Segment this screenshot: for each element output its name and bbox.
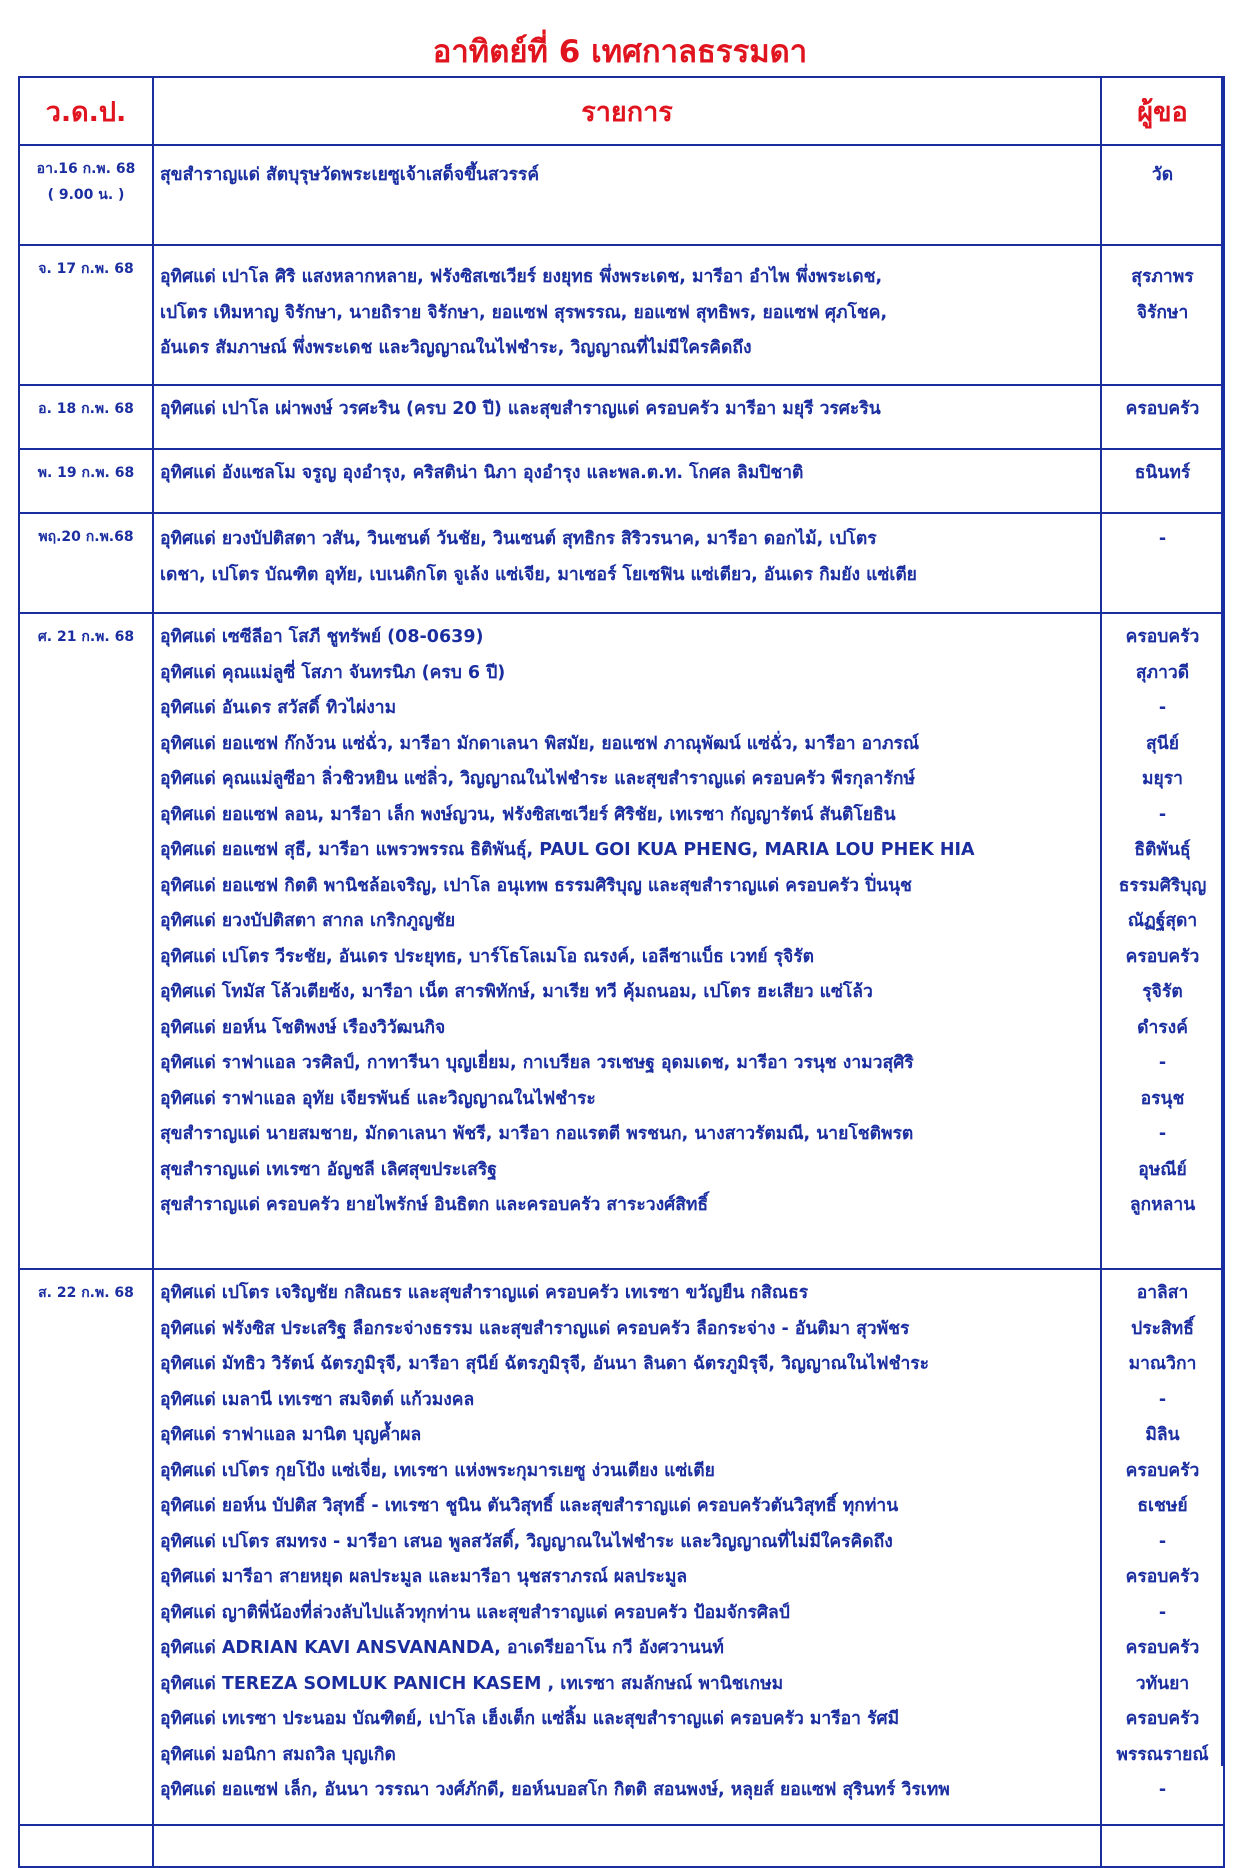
requester-cell	[1101, 385, 1224, 449]
items-cell	[153, 245, 1101, 385]
items-cell	[153, 145, 1101, 245]
requester-name: สุรภาพร	[1131, 267, 1194, 287]
requester-name: ครอบครัว	[1125, 946, 1200, 967]
intention-line: อุทิศแด่ ยอแซฟ กิตติ พานิชล้อเจริญ, เปาโล อนุเทพ ธรรมศิริบุญ และสุขสำราญแด่ ครอบครัว ปิ่นนุช	[160, 875, 912, 896]
intention-line: อุทิศแด่ ยวงบัปติสตา สากล เกริกภูญชัย	[160, 911, 456, 931]
intention-line: อุทิศแด่ เปาโล ศิริ แสงหลากหลาย, ฟรังซิสเซเวียร์ ยงยุทธ พึ่งพระเดช, มารีอา อำไพ พึ่งพระเดช,	[160, 267, 883, 287]
requester-cell	[1101, 613, 1224, 1269]
intention-line: อุทิศแด่ เปาโล เผ่าพงษ์ วรศะริน (ครบ 20 ปี) และสุขสำราญแด่ ครอบครัว มารีอา มยุรี วรศะริน	[160, 399, 881, 419]
intention-line: อุทิศแด่ ยอแซฟ เล็ก, อันนา วรรณา วงศ์ภักดี, ยอห์นบอสโก กิตติ สอนพงษ์, หลุยส์ ยอแซฟ สุรินทร์ วิรเทพ	[160, 1780, 950, 1800]
requester-cell	[1101, 1269, 1224, 1825]
date-cell	[19, 613, 153, 1269]
intention-line: อุทิศแด่ คุณแม่ลูซีอา ลิ่วชิวหยิน แซ่ลิ่ว, วิญญาณในไฟชำระ และสุขสำราญแด่ ครอบครัว พีรกุลารักษ์	[160, 769, 916, 789]
empty-cell	[19, 1825, 153, 1867]
requester-name: -	[1158, 1053, 1167, 1073]
intention-line: อุทิศแด่ ราฟาแอล อุทัย เจียรพันธ์ และวิญญาณในไฟชำระ	[160, 1088, 596, 1109]
date-cell	[19, 449, 153, 513]
intention-line: เปโตร เหิมหาญ จิรักษา, นายถิราย จิรักษา, ยอแซฟ สุรพรรณ, ยอแซฟ สุทธิพร, ยอแซฟ ศุภโชค,	[160, 302, 888, 323]
intention-line: อุทิศแด่ เปโตร กุยโป้ง แซ่เจี่ย, เทเรซา แห่งพระกุมารเยซู ง่วนเตียง แซ่เตีย	[160, 1460, 715, 1481]
requester-name: -	[1158, 1531, 1167, 1552]
table-row	[19, 385, 1224, 449]
date-cell	[19, 1269, 153, 1825]
intention-line: อุทิศแด่ ยอแซฟ ก๊กง้วน แซ่ฉั่ว, มารีอา มักดาเลนา พิสมัย, ยอแซฟ ภาณุพัฒน์ แซ่ฉั่ว, มารีอา อาภรณ์	[160, 733, 920, 754]
requester-name: ธรรมศิริบุญ	[1118, 875, 1207, 896]
intention-table	[18, 76, 1225, 1868]
requester-name: ลูกหลาน	[1129, 1195, 1196, 1215]
requester-cell	[1101, 513, 1224, 613]
requester-name: มาณวิกา	[1128, 1354, 1197, 1374]
date-text: จ. 17 ก.พ. 68	[38, 261, 134, 277]
empty-cell	[1101, 1825, 1224, 1867]
intention-line: อุทิศแด่ TEREZA SOMLUK PANICH KASEM , เทเรซา สมลักษณ์ พานิชเกษม	[160, 1673, 784, 1694]
requester-name: จิรักษา	[1136, 302, 1189, 323]
requester-name: -	[1158, 1124, 1167, 1144]
items-cell	[153, 613, 1101, 1269]
table-row	[19, 513, 1224, 613]
table-row	[19, 145, 1224, 245]
requester-name: มิลิน	[1145, 1425, 1180, 1445]
items-cell	[153, 1269, 1101, 1825]
intention-line: อุทิศแด่ อังแซลโม จรูญ อุงอำรุง, คริสติน่า นิภา อุงอำรุง และพล.ต.ท. โกศล ลิมปิชาติ	[160, 463, 804, 483]
table-row-partial	[19, 1825, 1224, 1867]
requester-name: -	[1158, 698, 1167, 718]
intention-line: อุทิศแด่ ฟรังซิส ประเสริฐ ลือกระจ่างธรรม และสุขสำราญแด่ ครอบครัว ลือกระจ่าง - อันติมา สุวพัชร	[160, 1318, 910, 1339]
requester-cell	[1101, 449, 1224, 513]
intention-line: เดชา, เปโตร บัณฑิต อุทัย, เบเนดิกโต จูเล้ง แซ่เจีย, มาเซอร์ โยเซฟิน แซ่เตียว, อันเดร กิมยัง แซ่เตีย	[160, 564, 917, 585]
header-row	[19, 77, 1224, 145]
requester-name: อรนุช	[1140, 1088, 1185, 1109]
intention-line: อุทิศแด่ ยวงบัปติสตา วสัน, วินเซนต์ วันชัย, วินเซนต์ สุทธิกร สิริวรนาค, มารีอา ดอกไม้, เปโตร	[160, 529, 877, 549]
intention-line: อุทิศแด่ เมลานี เทเรซา สมจิตต์ แก้วมงคล	[160, 1389, 475, 1410]
intention-line: อุทิศแด่ ADRIAN KAVI ANSVANANDA, อาเดรียอาโน กวี อังศวานนท์	[160, 1638, 724, 1658]
intention-line: อุทิศแด่ ยอห์น โชติพงษ์ เรืองวิวัฒนกิจ	[160, 1017, 446, 1038]
intention-line: อุทิศแด่ ยอห์น บัปติส วิสุทธิ์ - เทเรซา ชูนิน ตันวิสุทธิ์ และสุขสำราญแด่ ครอบครัวตันวิสุทธิ์ ทุกท่าน	[160, 1496, 899, 1516]
date-cell	[19, 145, 153, 245]
requester-name: ธเชษย์	[1137, 1496, 1188, 1516]
requester-name: ครอบครัว	[1125, 1638, 1200, 1658]
requester-name: -	[1158, 1780, 1167, 1800]
requester-name: พรรณรายณ์	[1116, 1744, 1209, 1765]
requester-name: -	[1158, 804, 1167, 825]
table-row	[19, 613, 1224, 1269]
items-cell	[153, 513, 1101, 613]
date-cell	[19, 385, 153, 449]
intention-line: อุทิศแด่ เปโตร วีระชัย, อันเดร ประยุทธ, บาร์โธโลเมโอ ณรงค์, เอลีซาแบ็ธ เวทย์ รุจิรัต	[160, 946, 815, 967]
requester-name: ครอบครัว	[1125, 1460, 1200, 1481]
intention-line: อุทิศแด่ เปโตร สมทรง - มารีอา เสนอ พูลสวัสดิ์, วิญญาณในไฟชำระ และวิญญาณที่ไม่มีใครคิดถึง	[160, 1531, 893, 1552]
date-text: พฤ.20 ก.พ.68	[38, 529, 134, 545]
requester-name: ครอบครัว	[1125, 1567, 1200, 1587]
intention-line: อุทิศแด่ เปโตร เจริญชัย กสิณธร และสุขสำราญแด่ ครอบครัว เทเรซา ขวัญยืน กสิณธร	[160, 1283, 809, 1303]
items-cell	[153, 449, 1101, 513]
header-date: ว.ด.ป.	[19, 77, 153, 145]
date-text: อา.16 ก.พ. 68	[36, 161, 136, 177]
requester-cell	[1101, 245, 1224, 385]
requester-name: มยุรา	[1141, 769, 1183, 789]
intention-line: อุทิศแด่ มารีอา สายหยุด ผลประมูล และมารีอา นุชสราภรณ์ ผลประมูล	[160, 1567, 688, 1587]
intention-line: อุทิศแด่ ราฟาแอล มานิต บุญค้ำผล	[160, 1425, 422, 1445]
intention-line: อุทิศแด่ ราฟาแอล วรศิลป์, กาทารีนา บุญเยี่ยม, กาเบรียล วรเชษฐ อุดมเดช, มารีอา วรนุช งามวสุศิริ	[160, 1053, 914, 1073]
empty-cell	[153, 1825, 1101, 1867]
intention-line: อุทิศแด่ คุณแม่ลูซี่ โสภา จันทรนิภ (ครบ 6 ปี)	[160, 662, 506, 683]
requester-name: สุนีย์	[1146, 733, 1179, 754]
intention-line: อุทิศแด่ เซซีลีอา โสภี ชูทรัพย์ (08-0639)	[160, 627, 484, 647]
requester-name: ธิติพันธุ์	[1134, 840, 1191, 860]
requester-name: ครอบครัว	[1125, 627, 1200, 647]
requester-cell	[1101, 145, 1224, 245]
requester-name: ครอบครัว	[1125, 399, 1200, 419]
time-text: ( 9.00 น. )	[47, 187, 125, 203]
intention-line: อุทิศแด่ ยอแซฟ ลอน, มารีอา เล็ก พงษ์ญวน, ฟรังซิสเซเวียร์ ศิริชัย, เทเรซา กัญญารัตน์ สันติโยธิน	[160, 804, 896, 825]
intention-line: อันเดร สัมภาษณ์ พึ่งพระเดช และวิญญาณในไฟชำระ, วิญญาณที่ไม่มีใครคิดถึง	[160, 338, 752, 358]
date-text: ศ. 21 ก.พ. 68	[37, 629, 135, 645]
requester-name: วัด	[1151, 165, 1174, 185]
table-row	[19, 245, 1224, 385]
page-title: อาทิตย์ที่ 6 เทศกาลธรรมดา	[432, 34, 808, 70]
intention-line: สุขสำราญแด่ เทเรซา อัญชลี เลิศสุขประเสริฐ	[160, 1159, 497, 1180]
intention-line: สุขสำราญแด่ สัตบุรุษวัดพระเยซูเจ้าเสด็จขึ้นสวรรค์	[160, 165, 540, 185]
requester-name: ธนินทร์	[1134, 463, 1191, 483]
intention-line: อุทิศแด่ ยอแซฟ สุธี, มารีอา แพรวพรรณ ธิติพันธุ์, PAUL GOI KUA PHENG, MARIA LOU PHEK HIA	[160, 840, 975, 860]
date-text: ส. 22 ก.พ. 68	[38, 1285, 134, 1301]
header-list: รายการ	[153, 77, 1101, 145]
intention-line: อุทิศแด่ มอนิกา สมถวิล บุญเกิด	[160, 1744, 396, 1765]
requester-name: -	[1158, 1602, 1167, 1623]
date-cell	[19, 513, 153, 613]
table-row	[19, 1269, 1224, 1825]
header-requester: ผู้ขอ	[1101, 77, 1224, 145]
requester-name: -	[1158, 1389, 1167, 1410]
intention-line: อุทิศแด่ ญาติพี่น้องที่ล่วงลับไปแล้วทุกท่าน และสุขสำราญแด่ ครอบครัว ป้อมจักรศิลป์	[160, 1602, 790, 1623]
date-text: พ. 19 ก.พ. 68	[37, 465, 135, 481]
intention-line: อุทิศแด่ อันเดร สวัสดิ์ ทิวไผ่งาม	[160, 698, 397, 718]
requester-name: ณัฏฐ์สุดา	[1127, 911, 1198, 931]
requester-name: อุษณีย์	[1138, 1159, 1187, 1180]
intention-line: สุขสำราญแด่ ครอบครัว ยายไพรักษ์ อินธิตก และครอบครัว สาระวงศ์สิทธิ์	[160, 1195, 709, 1215]
items-cell	[153, 385, 1101, 449]
requester-name: ประสิทธิ์	[1131, 1318, 1194, 1339]
requester-name: วทันยา	[1135, 1673, 1190, 1694]
requester-name: สุภาวดี	[1135, 662, 1190, 683]
requester-name: -	[1158, 529, 1167, 549]
intention-line: อุทิศแด่ เทเรซา ประนอม บัณฑิตย์, เปาโล เฮ็งเต็ก แซ่ลิ้ม และสุขสำราญแด่ ครอบครัว มารีอา รัศมี	[160, 1709, 900, 1729]
requester-name: ดำรงค์	[1137, 1017, 1188, 1038]
intention-line: อุทิศแด่ มัทธิว วิรัตน์ ฉัตรภูมิรุจี, มารีอา สุนีย์ ฉัตรภูมิรุจี, อันนา ลินดา ฉัตรภูมิรุจี, วิญญาณในไฟชำระ	[160, 1354, 930, 1374]
intention-line: สุขสำราญแด่ นายสมชาย, มักดาเลนา พัชรี, มารีอา กอแรตตี พรชนก, นางสาวรัตมณี, นายโชติพรต	[160, 1124, 914, 1144]
requester-name: อาลิสา	[1136, 1283, 1189, 1303]
table-row	[19, 449, 1224, 513]
requester-name: ครอบครัว	[1125, 1709, 1200, 1729]
intention-line: อุทิศแด่ โทมัส โล้วเตียซ้ง, มารีอา เน็ต สารพิทักษ์, มาเรีย ทวี คุ้มถนอม, เปโตร ฮะเสียว แซ่โล้ว	[160, 982, 873, 1002]
requester-name: รุจิรัต	[1142, 982, 1183, 1002]
date-text: อ. 18 ก.พ. 68	[38, 401, 134, 417]
date-cell	[19, 245, 153, 385]
